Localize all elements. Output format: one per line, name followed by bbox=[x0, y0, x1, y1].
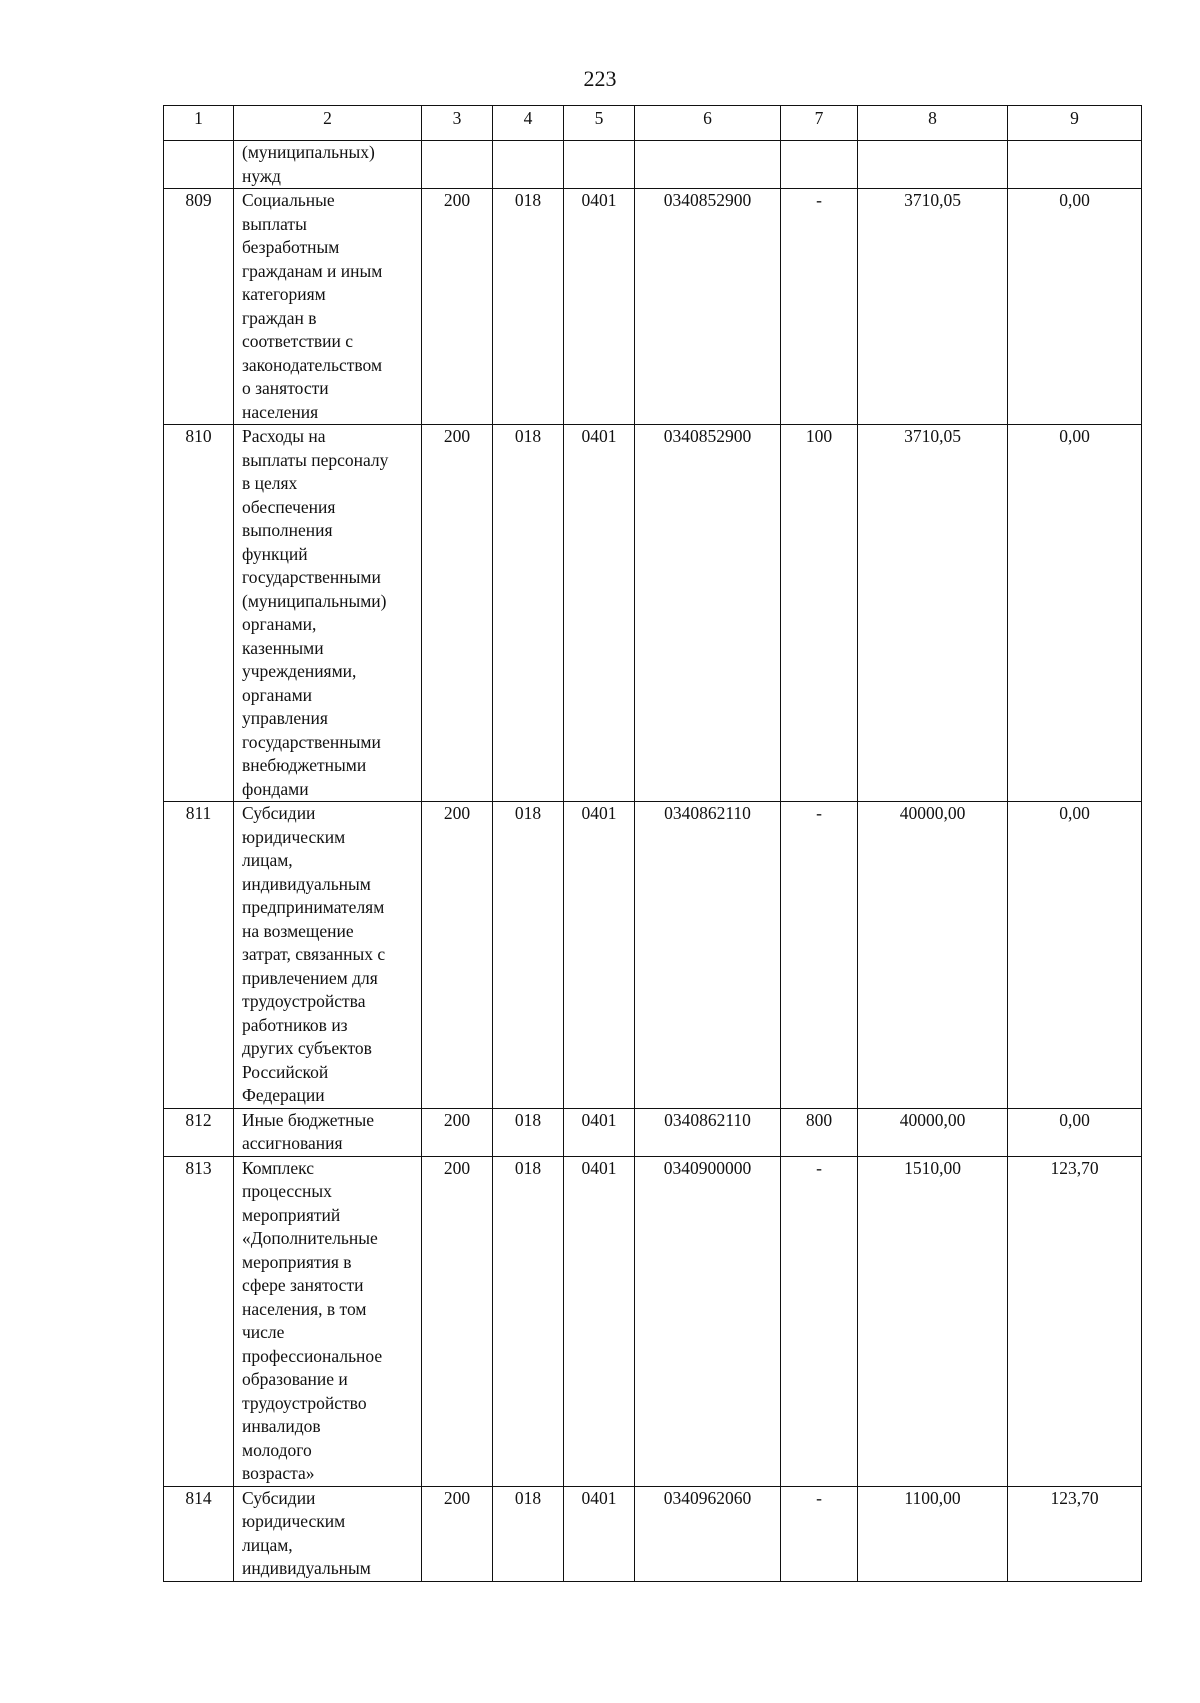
code-4-cell bbox=[493, 141, 564, 189]
item-name-line: государственными bbox=[242, 731, 381, 752]
code-3-cell: 200 bbox=[422, 425, 493, 802]
code-5-cell: 0401 bbox=[564, 189, 635, 425]
amount-8-cell: 1510,00 bbox=[858, 1156, 1008, 1486]
table-row bbox=[164, 189, 1142, 425]
item-name-line: категориям bbox=[242, 284, 326, 304]
item-name-line: обеспечения bbox=[242, 496, 336, 517]
item-name-line: населения bbox=[242, 401, 319, 422]
item-name-line: законодательством bbox=[242, 354, 383, 375]
item-name-line: «Дополнительные bbox=[242, 1228, 378, 1248]
amount-8-cell: 3710,05 bbox=[858, 189, 1008, 425]
code-6-cell: 0340900000 bbox=[635, 1156, 781, 1486]
header-row bbox=[164, 106, 1142, 141]
code-3-cell: 200 bbox=[422, 1108, 493, 1156]
row-number-cell: 813 bbox=[164, 1156, 234, 1486]
item-name-line: Субсидии bbox=[242, 803, 316, 823]
item-name-line: мероприятий bbox=[242, 1204, 341, 1225]
item-name-line: числе bbox=[242, 1322, 285, 1342]
item-name-cell bbox=[234, 425, 422, 802]
item-name-line: Комплекс bbox=[242, 1157, 314, 1178]
item-name-line: лицам, bbox=[242, 1534, 293, 1555]
amount-8-cell: 3710,05 bbox=[858, 425, 1008, 802]
header-col-2: 2 bbox=[234, 106, 422, 141]
amount-9-cell bbox=[1008, 141, 1142, 189]
item-name-line: инвалидов bbox=[242, 1416, 321, 1436]
item-name-line: индивидуальным bbox=[242, 873, 371, 894]
item-name-line: привлечением для bbox=[242, 967, 378, 988]
row-number-cell: 809 bbox=[164, 189, 234, 425]
table-row bbox=[164, 802, 1142, 1109]
code-5-cell: 0401 bbox=[564, 425, 635, 802]
amount-9-cell: 0,00 bbox=[1008, 425, 1142, 802]
item-name-line: органами, bbox=[242, 614, 317, 634]
code-5-cell: 0401 bbox=[564, 1108, 635, 1156]
budget-table bbox=[163, 105, 1142, 1582]
code-6-cell: 0340862110 bbox=[635, 1108, 781, 1156]
item-name-line: на возмещение bbox=[242, 920, 354, 941]
table-row bbox=[164, 1156, 1142, 1486]
item-name-line: процессных bbox=[242, 1181, 332, 1201]
header-col-6: 6 bbox=[635, 106, 781, 141]
amount-9-cell: 123,70 bbox=[1008, 1156, 1142, 1486]
code-4-cell: 018 bbox=[493, 1108, 564, 1156]
item-name-line: функций bbox=[242, 543, 308, 564]
item-name-line: Российской bbox=[242, 1061, 329, 1082]
code-4-cell: 018 bbox=[493, 425, 564, 802]
code-3-cell: 200 bbox=[422, 189, 493, 425]
amount-9-cell: 0,00 bbox=[1008, 1108, 1142, 1156]
code-6-cell: 0340862110 bbox=[635, 802, 781, 1109]
item-name-line: индивидуальным bbox=[242, 1558, 371, 1578]
item-name-line: образование и bbox=[242, 1369, 348, 1389]
code-3-cell: 200 bbox=[422, 1486, 493, 1581]
item-name-line: Иные бюджетные bbox=[242, 1109, 375, 1130]
item-name-line: трудоустройства bbox=[242, 991, 366, 1011]
item-name-line: граждан в bbox=[242, 307, 317, 328]
code-4-cell: 018 bbox=[493, 1486, 564, 1581]
header-col-8: 8 bbox=[858, 106, 1008, 141]
table-row bbox=[164, 1108, 1142, 1156]
code-4-cell: 018 bbox=[493, 189, 564, 425]
code-5-cell: 0401 bbox=[564, 1156, 635, 1486]
code-6-cell: 0340852900 bbox=[635, 189, 781, 425]
table-body bbox=[164, 141, 1142, 1582]
code-4-cell: 018 bbox=[493, 1156, 564, 1486]
item-name-line: сфере занятости bbox=[242, 1275, 364, 1295]
code-6-cell: 0340962060 bbox=[635, 1486, 781, 1581]
item-name-line: юридическим bbox=[242, 826, 346, 847]
amount-8-cell: 40000,00 bbox=[858, 802, 1008, 1109]
code-7-cell: 800 bbox=[781, 1108, 858, 1156]
item-name-line: учреждениями, bbox=[242, 661, 357, 681]
code-3-cell: 200 bbox=[422, 802, 493, 1109]
amount-9-cell: 123,70 bbox=[1008, 1486, 1142, 1581]
item-name-line: населения, в том bbox=[242, 1298, 367, 1319]
code-7-cell: - bbox=[781, 189, 858, 425]
item-name-line: затрат, связанных с bbox=[242, 944, 386, 964]
amount-9-cell: 0,00 bbox=[1008, 189, 1142, 425]
page-number: 223 bbox=[583, 66, 617, 91]
item-name-line: Субсидии bbox=[242, 1487, 316, 1508]
code-5-cell: 0401 bbox=[564, 802, 635, 1109]
amount-8-cell bbox=[858, 141, 1008, 189]
header-col-9: 9 bbox=[1008, 106, 1142, 141]
item-name-cell bbox=[234, 141, 422, 189]
header-col-7: 7 bbox=[781, 106, 858, 141]
item-name-line: юридическим bbox=[242, 1511, 346, 1531]
code-4-cell: 018 bbox=[493, 802, 564, 1109]
item-name-line: государственными bbox=[242, 567, 381, 587]
item-name-line: выплаты персоналу bbox=[242, 449, 389, 470]
row-number-cell: 811 bbox=[164, 802, 234, 1109]
row-number-cell bbox=[164, 141, 234, 189]
item-name-line: выплаты bbox=[242, 213, 307, 234]
code-7-cell: 100 bbox=[781, 425, 858, 802]
item-name-line: Расходы на bbox=[242, 426, 326, 446]
item-name-line: выполнения bbox=[242, 520, 333, 540]
row-number-cell: 810 bbox=[164, 425, 234, 802]
amount-9-cell: 0,00 bbox=[1008, 802, 1142, 1109]
item-name-cell bbox=[234, 802, 422, 1109]
item-name-line: ассигнования bbox=[242, 1133, 343, 1153]
item-name-line: трудоустройство bbox=[242, 1392, 367, 1413]
table-row bbox=[164, 425, 1142, 802]
amount-8-cell: 40000,00 bbox=[858, 1108, 1008, 1156]
item-name-cell bbox=[234, 1108, 422, 1156]
header-col-5: 5 bbox=[564, 106, 635, 141]
code-7-cell: - bbox=[781, 1156, 858, 1486]
item-name-line: органами bbox=[242, 684, 313, 705]
item-name-line: мероприятия в bbox=[242, 1251, 352, 1272]
table-row bbox=[164, 1486, 1142, 1581]
item-name-line: управления bbox=[242, 708, 328, 728]
code-3-cell bbox=[422, 141, 493, 189]
item-name-line: лицам, bbox=[242, 850, 293, 870]
item-name-line: других субъектов bbox=[242, 1038, 372, 1058]
item-name-line: нужд bbox=[242, 165, 281, 186]
item-name-line: работников из bbox=[242, 1014, 348, 1035]
item-name-line: безработным bbox=[242, 237, 340, 257]
item-name-line: в целях bbox=[242, 473, 298, 493]
header-col-1: 1 bbox=[164, 106, 234, 141]
item-name-cell bbox=[234, 189, 422, 425]
item-name-line: возраста» bbox=[242, 1463, 315, 1483]
code-6-cell bbox=[635, 141, 781, 189]
code-5-cell bbox=[564, 141, 635, 189]
code-7-cell: - bbox=[781, 802, 858, 1109]
code-6-cell: 0340852900 bbox=[635, 425, 781, 802]
table-row bbox=[164, 141, 1142, 189]
item-name-line: внебюджетными bbox=[242, 755, 367, 775]
item-name-cell bbox=[234, 1486, 422, 1581]
row-number-cell: 812 bbox=[164, 1108, 234, 1156]
table-header bbox=[164, 106, 1142, 141]
item-name-line: (муниципальными) bbox=[242, 590, 387, 611]
code-5-cell: 0401 bbox=[564, 1486, 635, 1581]
item-name-line: казенными bbox=[242, 637, 324, 658]
code-3-cell: 200 bbox=[422, 1156, 493, 1486]
item-name-line: (муниципальных) bbox=[242, 142, 375, 162]
item-name-line: соответствии с bbox=[242, 331, 354, 351]
item-name-cell bbox=[234, 1156, 422, 1486]
item-name-line: о занятости bbox=[242, 378, 329, 398]
header-col-3: 3 bbox=[422, 106, 493, 141]
row-number-cell: 814 bbox=[164, 1486, 234, 1581]
amount-8-cell: 1100,00 bbox=[858, 1486, 1008, 1581]
item-name-line: фондами bbox=[242, 778, 309, 799]
item-name-line: молодого bbox=[242, 1439, 312, 1460]
code-7-cell: - bbox=[781, 1486, 858, 1581]
item-name-line: Федерации bbox=[242, 1085, 325, 1105]
code-7-cell bbox=[781, 141, 858, 189]
item-name-line: предпринимателям bbox=[242, 897, 385, 917]
item-name-line: Социальные bbox=[242, 190, 335, 210]
item-name-line: гражданам и иным bbox=[242, 260, 383, 281]
header-col-4: 4 bbox=[493, 106, 564, 141]
item-name-line: профессиональное bbox=[242, 1345, 383, 1366]
